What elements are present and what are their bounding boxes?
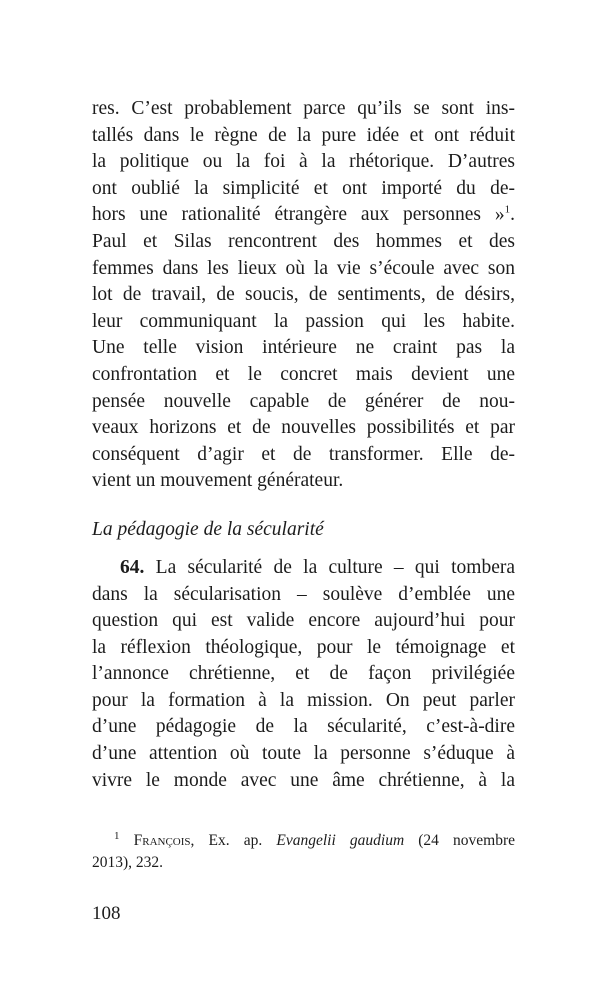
paragraph-continued bbox=[92, 96, 515, 495]
text-line: confrontation et le concret mais devient une bbox=[92, 363, 515, 385]
text-line: leur communiquant la passion qui les habite. bbox=[92, 310, 515, 332]
page-body bbox=[92, 96, 515, 794]
text-line: Une telle vision intérieure ne craint pas la bbox=[92, 337, 515, 359]
text-line: question qui est valide encore aujourd’hui pour bbox=[92, 610, 515, 632]
text-fragment: . bbox=[510, 204, 515, 226]
text-line: d’une attention où toute la personne s’éduque à bbox=[92, 743, 515, 765]
text-fragment: , Ex. ap. bbox=[190, 832, 263, 849]
text-line: pensée nouvelle capable de générer de nou- bbox=[92, 390, 515, 412]
text-fragment: (24 novembre bbox=[418, 832, 516, 849]
text-line: femmes dans les lieux où la vie s’écoule avec son bbox=[92, 257, 515, 279]
text-line: la politique ou la foi à la rhétorique. D’autres bbox=[92, 151, 515, 173]
paragraph-64 bbox=[92, 555, 515, 794]
footnote-author: François bbox=[133, 832, 191, 849]
page-number: 108 bbox=[92, 903, 121, 924]
paragraph-number: 64. bbox=[120, 556, 145, 578]
text-line: dans la sécularisation – soulève d’emblée une bbox=[92, 583, 515, 605]
text-line: conséquent d’agir et de transformer. Elle de- bbox=[92, 443, 515, 465]
text-line: tallés dans le règne de la pure idée et ont réduit bbox=[92, 124, 515, 146]
text-line: veaux horizons et de nouvelles possibilités et par bbox=[92, 417, 515, 439]
footnote-reference[interactable]: 1 bbox=[504, 203, 511, 216]
footnote-title: Evangelii gaudium bbox=[276, 832, 405, 849]
footnote-marker: 1 bbox=[114, 829, 120, 842]
text-line: pour la formation à la mission. On peut parler bbox=[92, 689, 515, 711]
text-fragment: La sécularité de la culture – qui tombera bbox=[155, 556, 516, 578]
text-line: Paul et Silas rencontrent des hommes et des bbox=[92, 230, 515, 252]
text-line: lot de travail, de soucis, de sentiments, de désirs, bbox=[92, 284, 515, 306]
text-line: vivre le monde avec une âme chrétienne, à la bbox=[92, 769, 515, 791]
section-heading: La pédagogie de la sécularité bbox=[92, 518, 324, 540]
text-line: res. C’est probablement parce qu’ils se sont ins- bbox=[92, 98, 515, 119]
text-fragment: hors une rationalité étrangère aux personnes » bbox=[92, 204, 505, 226]
footnote-line: 2013), 232. bbox=[92, 854, 164, 871]
text-line-with-footnote bbox=[92, 202, 515, 229]
text-line: ont oublié la simplicité et ont importé du de- bbox=[92, 177, 515, 199]
text-line: la réflexion théologique, pour le témoignage et bbox=[92, 636, 515, 658]
footnote bbox=[92, 830, 515, 874]
text-line: l’annonce chrétienne, et de façon privilégiée bbox=[92, 663, 515, 685]
text-line-numbered bbox=[92, 555, 515, 582]
text-line: vient un mouvement générateur. bbox=[92, 470, 344, 492]
footnote-line bbox=[92, 830, 515, 852]
text-line: d’une pédagogie de la sécularité, c’est-à-dire bbox=[92, 716, 515, 738]
